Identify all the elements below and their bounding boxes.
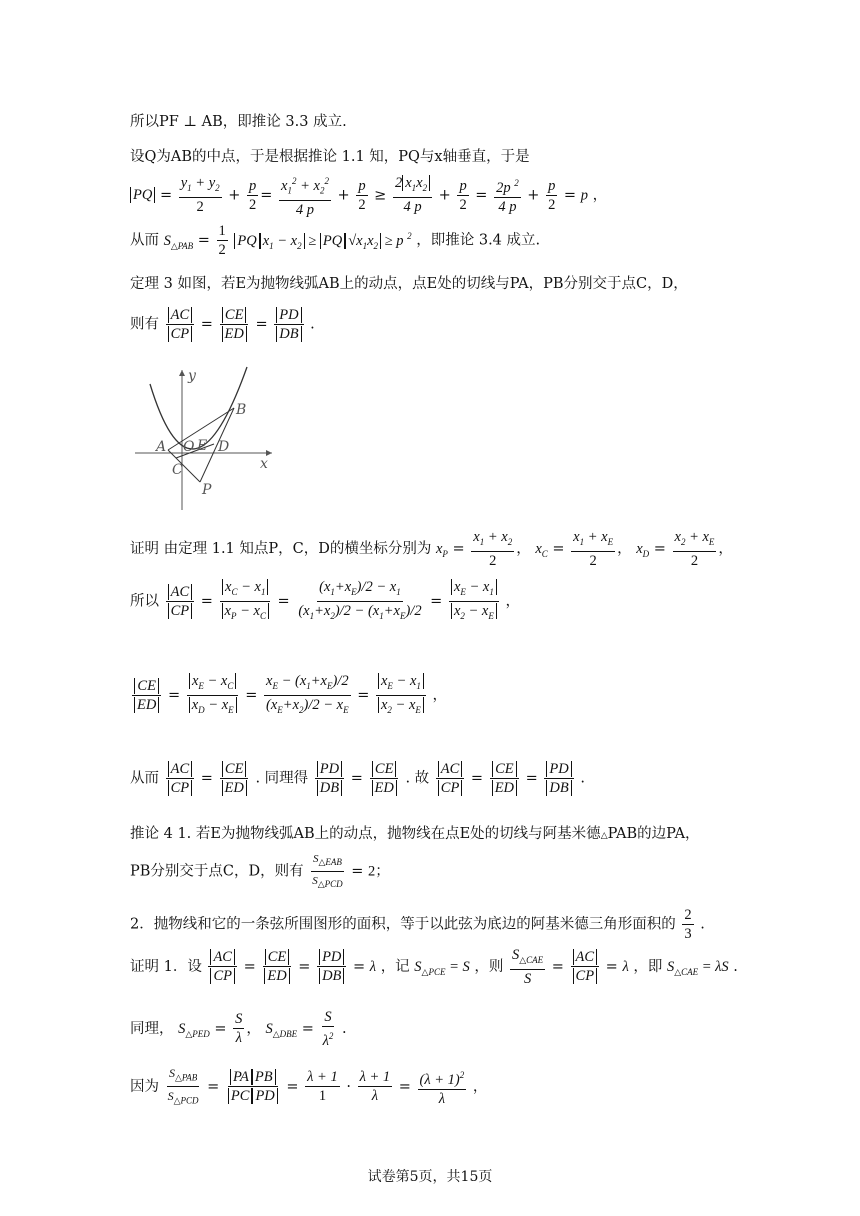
text: ，则	[474, 958, 504, 975]
proof-ce-ed: $\frac{CE}{ED}$ = $\frac{x_E - x_C}{x_D - x_E}$ = $\frac{x_E - (x_1+x_E)/2}{(x_E+x_2)/2 - x_E}$ = $\frac{x_E - x_1}{x_2 - x_E}$ ，	[130, 672, 447, 719]
label-p: P	[202, 482, 212, 498]
label-y: y	[188, 368, 196, 384]
label-a: A	[156, 439, 167, 455]
label-c: C	[172, 462, 183, 478]
proof-1-lambda: 证明 1．设 $\frac{AC}{CP}$ = $\frac{CE}{ED}$ = $\frac{PD}{DB}$ = λ ，记 $S_{\triangle PCE} = S$ ，则 $\frac{S_{\triangle CAE}}{S}$ = $\frac{AC}{CP}$ = λ ，即 $S_{\triangle CAE} = \lambda S$ .	[130, 947, 738, 987]
text: 证明 1．设	[130, 958, 202, 975]
text: ，即	[633, 958, 663, 975]
text: 同理，	[130, 1020, 174, 1037]
proof-ratio: 因为 $\frac{S_{\triangle PAB}}{S_{\triangle PCD}}$ = $\frac{\text{PA PB}}{\text{PC PD}}$ = $\frac{\lambda + 1}{1}$ · $\frac{\lambda + 1}{\lambda}$ = $\frac{(\lambda + 1)^2}{\lambda}$ ，	[130, 1066, 488, 1107]
text-line-2: 设Q为AB的中点，于是根据推论 1.1 知，PQ与x轴垂直，于是	[130, 149, 530, 165]
proof-conclusion: 从而 $\frac{AC}{CP}$ = $\frac{CE}{ED}$ . 同理得 $\frac{PD}{DB}$ = $\frac{CE}{ED}$ . 故 $\frac{AC}{CP}$ = $\frac{CE}{ED}$ = $\frac{PD}{DB}$ .	[130, 761, 585, 796]
text: 证明 由定理 1.1 知点P，C，D的横坐标分别为	[130, 540, 432, 557]
text: 2．抛物线和它的一条弦所围图形的面积，等于以此弦为底边的阿基米德三角形面积的	[130, 916, 676, 933]
text: 因为	[130, 1078, 159, 1095]
corollary-4: 推论 4 1. 若E为抛物线弧AB上的动点，抛物线在点E处的切线与阿基米德△PAB的边PA，	[130, 826, 700, 842]
proof-similarly: 同理， $S_{\triangle PED}$ = $\frac{S}{\lambda}$ ， $S_{\triangle DBE}$ = $\frac{S}{\lambda^2}$ .	[130, 1009, 347, 1049]
proof-line-1: 证明 由定理 1.1 知点P，C，D的横坐标分别为 $x_P$ = $\frac{x_1 + x_2}{2}$ ， $x_C$ = $\frac{x_1 + x_E}{2}$ ， $x_D$ = $\frac{x_2 + x_E}{2}$ ，	[130, 529, 733, 569]
page-footer: 试卷第5页，共15页	[367, 1169, 493, 1185]
text: 从而	[130, 232, 159, 249]
text: . 同理得	[255, 770, 309, 787]
parabola-figure	[132, 362, 282, 512]
parabola-curve	[150, 367, 247, 449]
text: 从而	[130, 770, 159, 787]
text: PB分别交于点C，D，则有	[130, 863, 304, 880]
comma: ，	[592, 187, 608, 204]
text: PAB的边PA，	[607, 826, 700, 842]
theorem-3-formula: 则有 $\frac{AC}{CP}$ = $\frac{CE}{ED}$ = $\frac{PD}{DB}$ .	[130, 307, 315, 342]
text: 推论 4 1. 若E为抛物线弧AB上的动点，抛物线在点E处的切线与阿基米德	[130, 826, 601, 842]
text: ，即推论 3.4 成立.	[416, 232, 541, 249]
corollary-4-formula: PB分别交于点C，D，则有 $\frac{S_{\triangle EAB}}{S_{\triangle PCD}}$ = 2；	[130, 850, 390, 893]
text: 则有	[130, 316, 159, 333]
text-line-1: 所以PF ⊥ AB，即推论 3.3 成立.	[130, 114, 347, 130]
label-x: x	[260, 456, 268, 472]
formula-area: 从而 $S_{\triangle PAB}$ = $\frac{1}{2}$ PQ $x_1 - x_2$ ≥ PQ $√x_1x_2 \ge p$ $^2$ ，即推论 3.4 成立.	[130, 223, 541, 258]
text: . 故	[405, 770, 430, 787]
label-d: D	[218, 439, 230, 455]
proof-ac-cp: 所以 $\frac{AC}{CP}$ = $\frac{x_C - x_1}{x_P - x_C}$ = $\frac{(x_1+x_E)/2 - x_1}{(x_1+x_2)/2 - (x_1+x_E)/2}$ = $\frac{x_E - x_1}{x_2 - x_E}$ ，	[130, 579, 520, 621]
label-b: B	[236, 402, 247, 418]
text: ，记	[380, 958, 410, 975]
theorem-3: 定理 3 如图，若E为抛物线弧AB上的动点，点E处的切线与PA，PB分别交于点C，D，	[130, 276, 688, 292]
text: 所以	[130, 593, 159, 610]
label-o: O	[183, 439, 195, 455]
corollary-4-part2: 2．抛物线和它的一条弦所围图形的面积，等于以此弦为底边的阿基米德三角形面积的 $\frac{2}{3}$ .	[130, 907, 705, 942]
formula-pq: PQ = $\frac{y_1 + y_2}{2}$ + $\frac{p}{2}$ = $\frac{x_1^2 + x_2^2}{4 p}$ + $\frac{p}{2}$ ≥ $\frac{2 x_1x_2}{4 p}$ + $\frac{p}{2}$ = $\frac{2p ^2}{4 p}$ + $\frac{p}{2}$ = p ，	[130, 172, 607, 219]
label-e: E	[197, 438, 208, 454]
